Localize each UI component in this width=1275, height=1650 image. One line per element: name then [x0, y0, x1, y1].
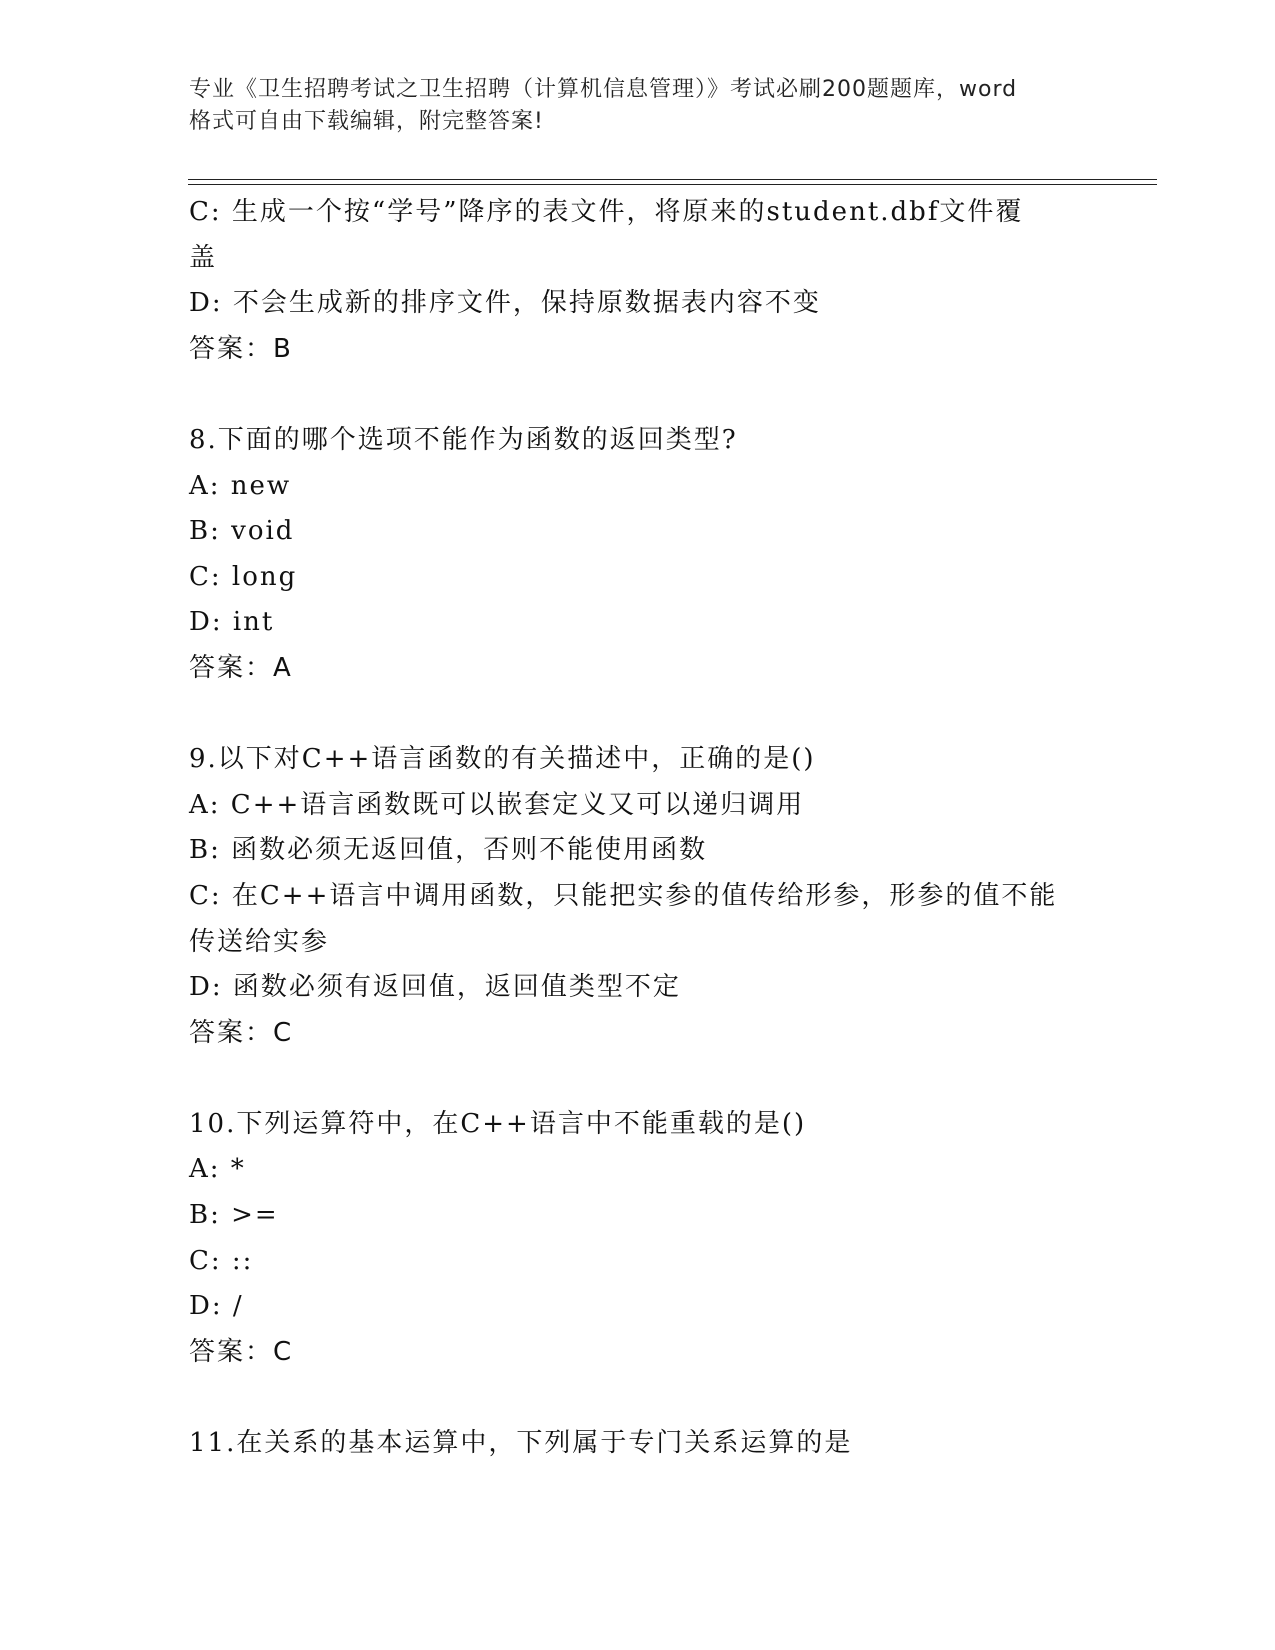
question-10 [189, 1102, 1089, 1376]
document-header [189, 74, 1089, 138]
q9-option-a: A: C++语言函数既可以嵌套定义又可以递归调用 [189, 789, 805, 820]
q8-stem: 8.下面的哪个选项不能作为函数的返回类型? [189, 424, 738, 455]
q7-option-d: D: 不会生成新的排序文件，保持原数据表内容不变 [189, 288, 821, 319]
q8-answer: 答案：A [189, 652, 293, 683]
question-list [189, 190, 1089, 1467]
q9-option-b: B: 函数必须无返回值，否则不能使用函数 [189, 835, 708, 866]
q8-option-d: D: int [189, 607, 275, 638]
q9-answer: 答案：C [189, 1017, 294, 1048]
q7-option-c-line2: 盖 [189, 242, 218, 273]
question-8 [189, 418, 1089, 692]
spacer [189, 1056, 1089, 1102]
spacer [189, 692, 1089, 738]
question-7 [189, 190, 1089, 372]
q10-answer: 答案：C [189, 1336, 294, 1367]
q7-option-c-line1: C: 生成一个按“学号”降序的表文件，将原来的student.dbf文件覆 [189, 197, 1024, 227]
q11-stem: 11.在关系的基本运算中，下列属于专门关系运算的是 [189, 1428, 853, 1459]
q10-option-c: C: :: [189, 1245, 254, 1276]
spacer [189, 372, 1089, 418]
header-line-2: 格式可自由下载编辑，附完整答案! [189, 109, 544, 134]
question-11 [189, 1421, 1089, 1467]
q10-option-a: A: * [189, 1154, 246, 1185]
q9-option-c-line1: C: 在C++语言中调用函数，只能把实参的值传给形参，形参的值不能 [189, 880, 1058, 911]
header-rule-bottom [188, 184, 1157, 185]
q10-option-b: B: >= [189, 1200, 279, 1231]
q7-answer: 答案：B [189, 333, 293, 364]
q9-option-c-line2: 传送给实参 [189, 926, 330, 957]
question-9 [189, 737, 1089, 1056]
spacer [189, 1375, 1089, 1421]
q9-stem: 9.以下对C++语言函数的有关描述中，正确的是() [189, 744, 816, 775]
header-line-1: 专业《卫生招聘考试之卫生招聘（计算机信息管理）》考试必刷200题题库，word [189, 77, 1018, 102]
q10-option-d: D: / [189, 1291, 244, 1322]
q9-option-d: D: 函数必须有返回值，返回值类型不定 [189, 972, 681, 1003]
q10-stem: 10.下列运算符中，在C++语言中不能重载的是() [189, 1108, 807, 1139]
header-rule-top [188, 179, 1157, 180]
q8-option-a: A: new [189, 470, 292, 501]
q8-option-b: B: void [189, 516, 295, 547]
q8-option-c: C: long [189, 561, 298, 592]
